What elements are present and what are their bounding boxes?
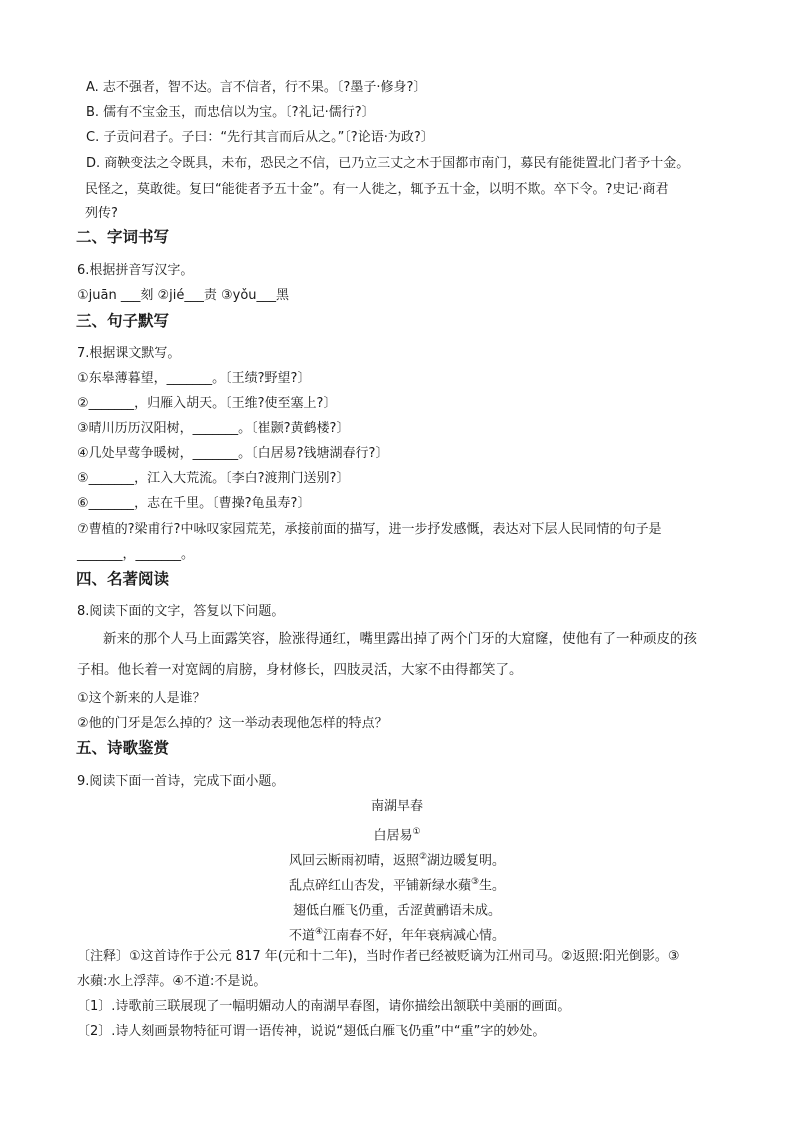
poem-author: 白居易① <box>373 827 421 844</box>
q8-question-2: ②他的门牙是怎么掉的？这一举动表现他怎样的特点？ <box>77 716 388 731</box>
section-title-dictation: 三、句子默写 <box>76 312 170 330</box>
q8-prompt: 8.阅读下面的文字，答复以下问题。 <box>77 604 285 619</box>
section-title-vocab: 二、字词书写 <box>76 228 170 246</box>
q7-line-1: ①东皋薄暮望，_______。〔王绩?野望?〕 <box>77 371 311 386</box>
poem-line-3: 翅低白雁飞仍重，舌涩黄鹂语未成。 <box>292 903 501 919</box>
q6-prompt: 6.根据拼音写汉字。 <box>77 263 194 278</box>
q9-question-1: 〔1〕.诗歌前三联展现了一幅明媚动人的南湖早春图，请你描绘出颔联中美丽的画面。 <box>77 999 571 1014</box>
q5-option-a: A. 志不强者，智不达。言不信者，行不果。〔?墨子·修身?〕 <box>86 80 427 95</box>
q7-line-7-blanks: _______，_______。 <box>77 547 195 562</box>
q7-line-4: ④几处早莺争暖树，_______。〔白居易?钱塘湖春行?〕 <box>77 446 389 461</box>
q5-option-d: D. 商鞅变法之令既具，未布，恐民之不信，已乃立三丈之木于国都市南门，募民有能徙置北门者予十金。 <box>86 156 690 171</box>
poem-line-4: 不道④江南春不好，年年衰病减心情。 <box>288 927 506 944</box>
poem-line-1: 风回云断雨初晴，返照②湖边暖复明。 <box>288 852 506 869</box>
poem-title: 南湖早春 <box>370 799 423 814</box>
q7-prompt: 7.根据课文默写。 <box>77 346 181 361</box>
q9-question-2: 〔2〕.诗人刻画景物特征可谓一语传神，说说“翅低白雁飞仍重”中“重”字的妙处。 <box>77 1024 546 1039</box>
q8-passage-line-1: 新来的那个人马上面露笑容，脸涨得通红，嘴里露出掉了两个门牙的大窟窿，使他有了一种顽皮的孩 <box>103 631 697 647</box>
q6-items: ①juān ___刻 ②jié___责 ③yǒu___黑 <box>77 288 290 303</box>
q5-option-d-cont2: 列传? <box>85 206 118 221</box>
q9-prompt: 9.阅读下面一首诗，完成下面小题。 <box>77 774 285 789</box>
q7-line-7: ⑦曹植的?梁甫行?中咏叹家园荒芜，承接前面的描写，进一步抒发感慨，表达对下层人民同情的句子是 <box>77 522 662 537</box>
section-title-poetry: 五、诗歌鉴赏 <box>76 739 170 757</box>
q5-option-c: C. 子贡问君子。子曰：“先行其言而后从之。”〔?论语·为政?〕 <box>86 130 434 145</box>
section-title-classics: 四、名著阅读 <box>76 570 170 588</box>
poem-notes-line-2: 水蘋:水上浮萍。④不道:不是说。 <box>77 974 267 989</box>
q7-line-5: ⑤_______，江入大荒流。〔李白?渡荆门送别?〕 <box>77 471 350 486</box>
q7-line-6: ⑥_______，志在千里。〔曹操?龟虽寿?〕 <box>77 496 311 511</box>
q7-line-3: ③晴川历历汉阳树，_______。〔崔颢?黄鹤楼?〕 <box>77 421 350 436</box>
q8-question-1: ①这个新来的人是谁？ <box>77 691 206 706</box>
q5-option-d-cont: 民怪之，莫敢徙。复曰“能徙者予五十金”。有一人徙之，辄予五十金，以明不欺。卒下令。?史记·商君 <box>85 182 669 197</box>
poem-line-2: 乱点碎红山杏发，平铺新绿水蘋③生。 <box>288 877 506 894</box>
q5-option-b: B. 儒有不宝金玉，而忠信以为宝。〔?礼记·儒行?〕 <box>86 105 375 120</box>
poem-notes-line-1: 〔注释〕①这首诗作于公元 817 年(元和十二年)，当时作者已经被贬谪为江州司马。②返照:阳光倒影。③ <box>77 949 680 964</box>
q8-passage-line-2: 子相。他长着一对宽阔的肩膀，身材修长，四肢灵活，大家不由得都笑了。 <box>77 662 523 678</box>
q7-line-2: ②_______，归雁入胡天。〔王维?使至塞上?〕 <box>77 396 337 411</box>
